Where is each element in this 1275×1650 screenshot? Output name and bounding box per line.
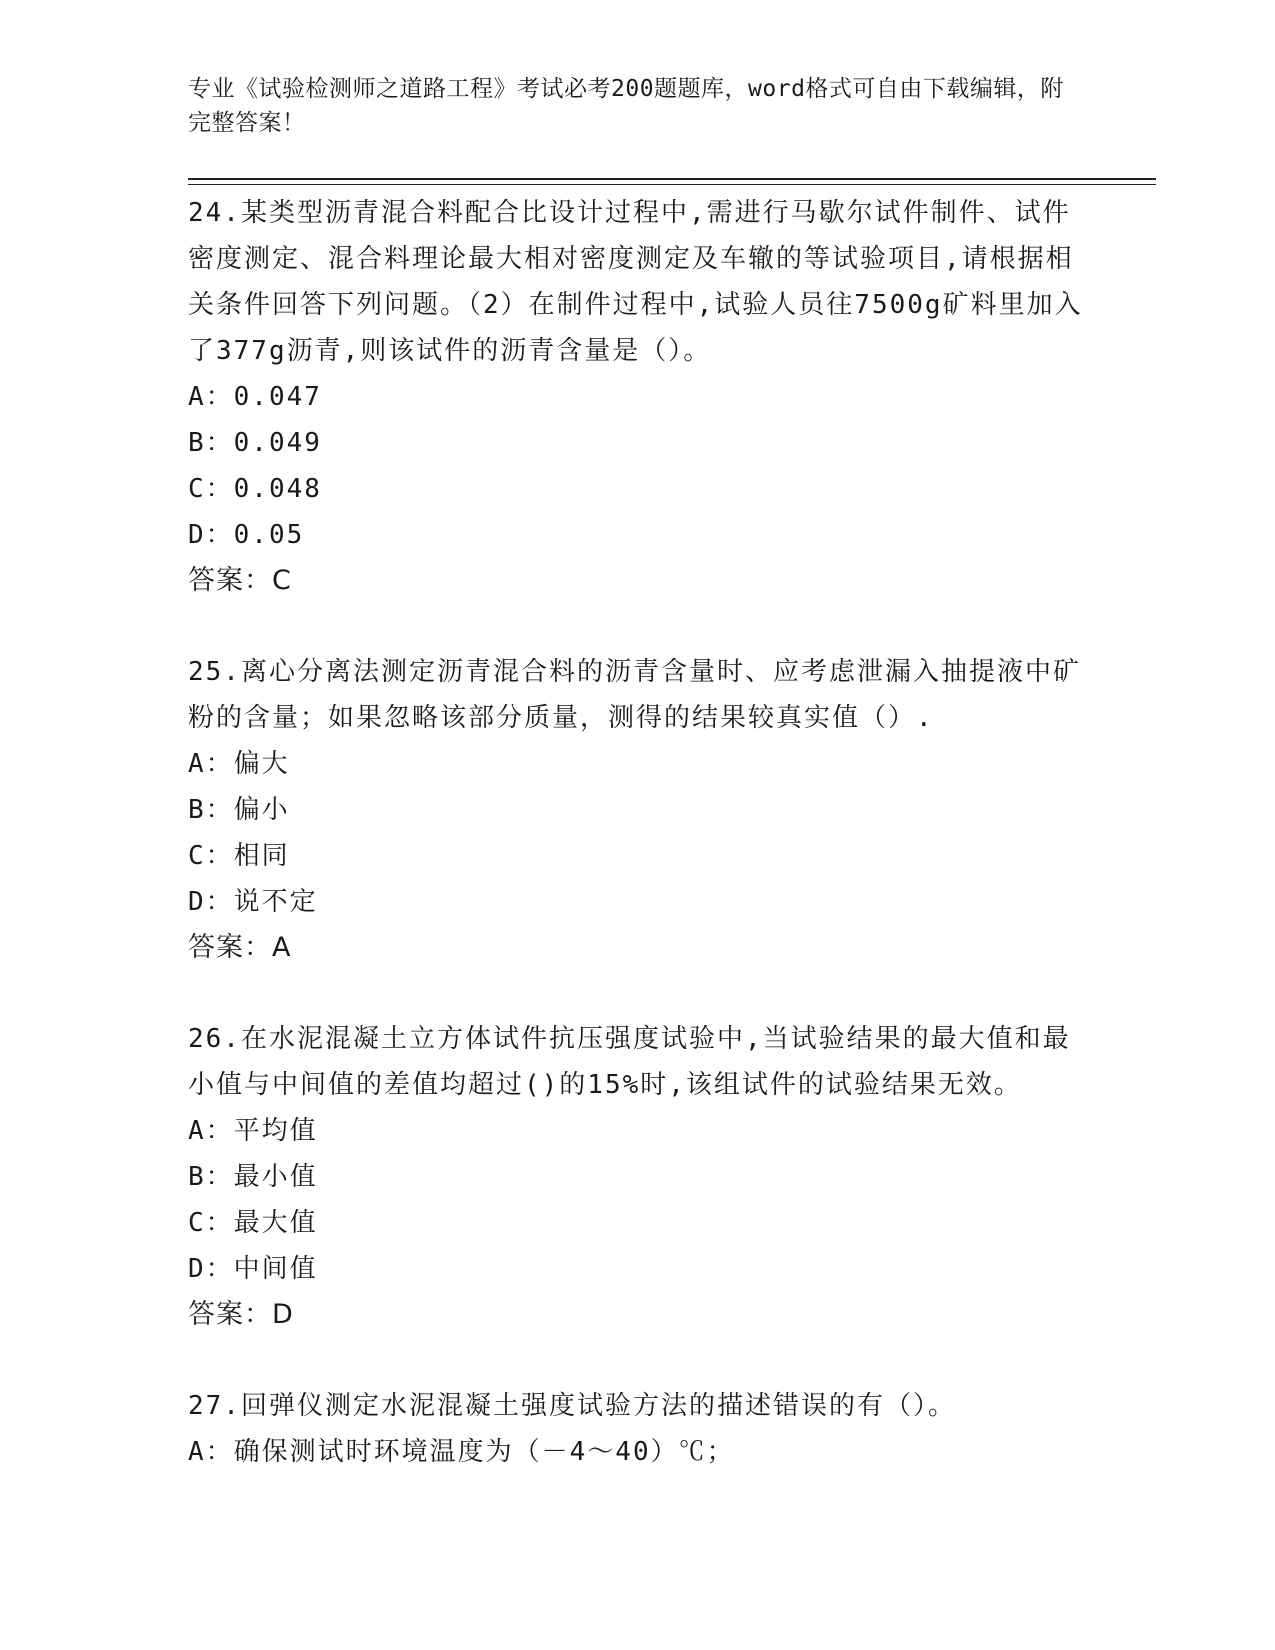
question-25: [188, 649, 1088, 971]
option-c: C：相同: [188, 841, 290, 871]
question-stem: 24.某类型沥青混合料配合比设计过程中,需进行马歇尔试件制件、试件密度测定、混合料理论最大相对密度测定及车辙的等试验项目,请根据相关条件回答下列问题。（2）在制件过程中,试验人员往7500g矿料里加入了377g沥青,则该试件的沥青含量是（）。: [188, 198, 1083, 366]
answer: 答案：D: [188, 1299, 294, 1330]
question-stem: 25.离心分离法测定沥青混合料的沥青含量时、应考虑泄漏入抽提液中矿粉的含量；如果忽略该部分质量，测得的结果较真实值（）.: [188, 657, 1081, 733]
option-a: A：偏大: [188, 749, 290, 779]
option-a: A：平均值: [188, 1116, 318, 1146]
option-d: D：中间值: [188, 1254, 318, 1284]
question-26: [188, 1016, 1088, 1338]
question-stem: 26.在水泥混凝土立方体试件抗压强度试验中,当试验结果的最大值和最小值与中间值的差值均超过()的15%时,该组试件的试验结果无效。: [188, 1024, 1071, 1100]
document-header: 专业《试验检测师之道路工程》考试必考200题题库，word格式可自由下载编辑，附完整答案！: [188, 76, 1064, 136]
answer: 答案：C: [188, 565, 292, 596]
option-d: D：说不定: [188, 887, 318, 917]
header-divider-thin: [188, 184, 1156, 185]
option-a: A：确保测试时环境温度为（－4～40）℃；: [188, 1437, 735, 1467]
answer: 答案：A: [188, 932, 292, 963]
option-b: B：0.049: [188, 428, 322, 458]
question-27: [188, 1383, 1088, 1475]
option-b: B：偏小: [188, 795, 290, 825]
question-24: [188, 190, 1088, 604]
header-divider-thick: [188, 178, 1156, 180]
option-d: D：0.05: [188, 520, 305, 550]
option-c: C：0.048: [188, 474, 322, 504]
option-c: C：最大值: [188, 1208, 318, 1238]
question-list: [188, 190, 1088, 1520]
question-stem: 27.回弹仪测定水泥混凝土强度试验方法的描述错误的有（）。: [188, 1391, 956, 1421]
option-b: B：最小值: [188, 1162, 318, 1192]
option-a: A：0.047: [188, 382, 322, 412]
